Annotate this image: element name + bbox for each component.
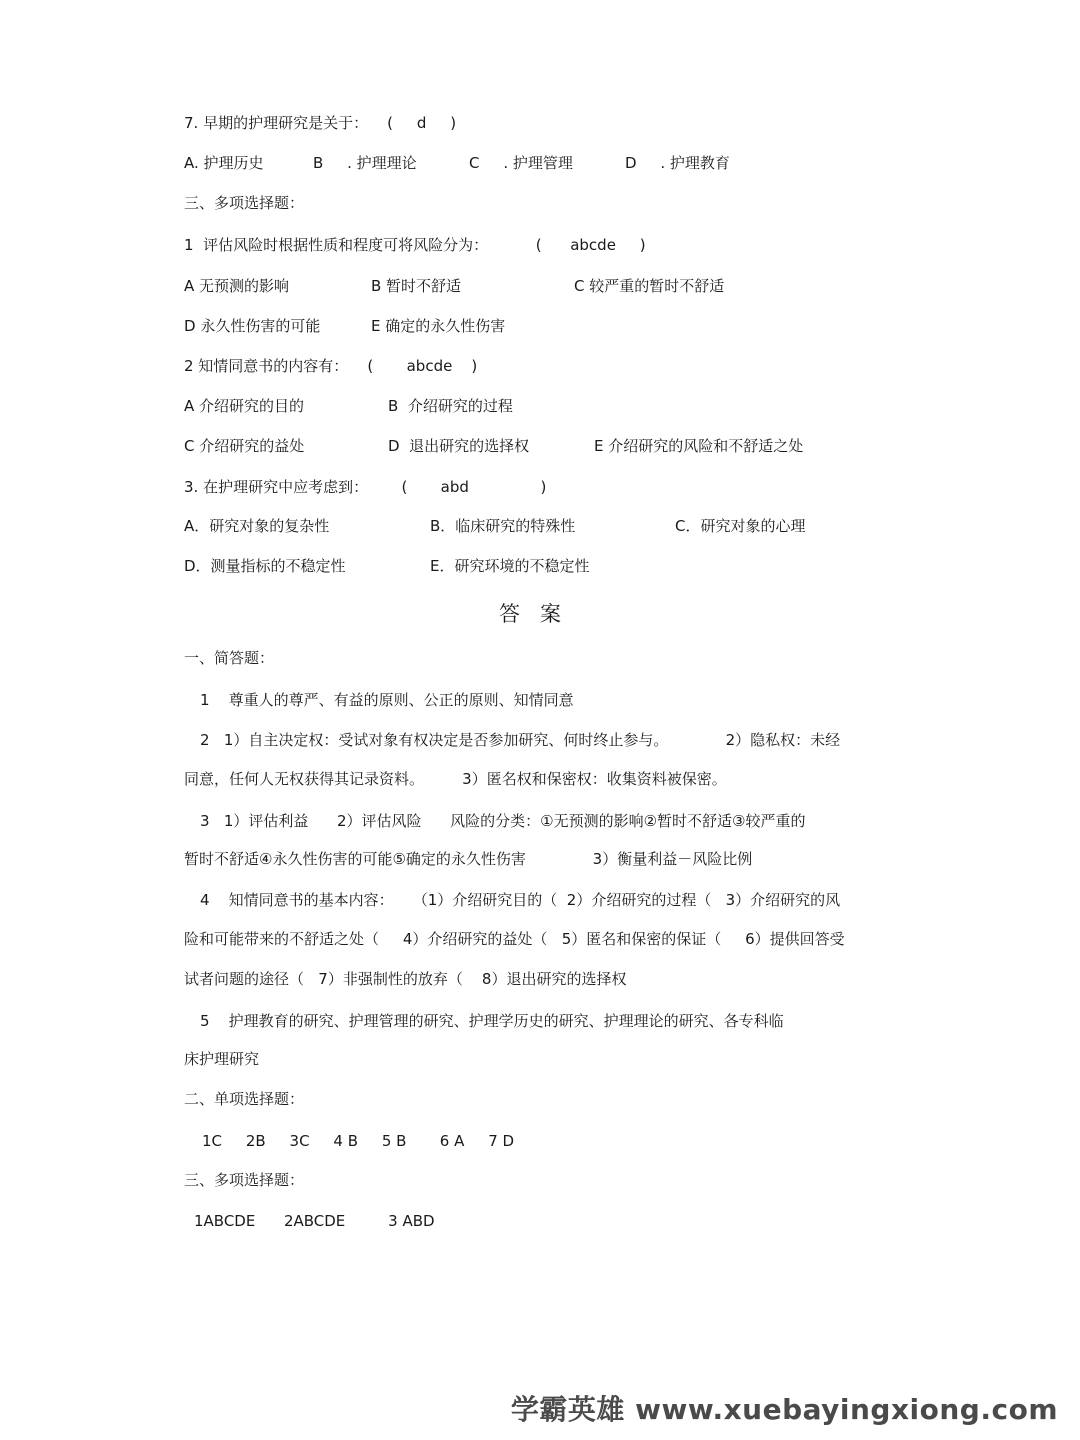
q7-option-a: A. 护理历史	[184, 154, 264, 172]
q7-option-d: D . 护理教育	[625, 154, 730, 172]
m3-option-b: B．临床研究的特殊性	[430, 517, 576, 535]
multi-question-3-stem: 3. 在护理研究中应考虑到： ( abd )	[184, 478, 547, 496]
m3-option-c: C．研究对象的心理	[675, 517, 806, 535]
m2-option-d: D 退出研究的选择权	[388, 437, 530, 455]
q7-option-b: B . 护理理论	[313, 154, 417, 172]
answers-section-3-title: 三、多项选择题：	[184, 1171, 305, 1189]
m2-option-b: B 介绍研究的过程	[388, 397, 513, 415]
m1-option-b: B 暂时不舒适	[371, 277, 462, 295]
m3-option-a: A．研究对象的复杂性	[184, 517, 330, 535]
m2-option-c: C 介绍研究的益处	[184, 437, 305, 455]
answers-section-2-title: 二、单项选择题：	[184, 1090, 305, 1108]
answers-section-1-title: 一、简答题：	[184, 649, 275, 667]
m3-option-e: E．研究环境的不稳定性	[430, 557, 590, 575]
section-3-title: 三、多项选择题：	[184, 194, 305, 212]
m1-option-c: C 较严重的暂时不舒适	[574, 277, 725, 295]
q7-option-c: C . 护理管理	[469, 154, 573, 172]
question-7-stem: 7. 早期的护理研究是关于： ( d )	[184, 114, 457, 132]
answer-4-line-1: 4 知情同意书的基本内容： （1）介绍研究目的（ 2）介绍研究的过程（ 3）介绍研究的风	[200, 891, 841, 909]
multi-question-2-stem: 2 知情同意书的内容有： ( abcde )	[184, 357, 478, 375]
m1-option-e: E 确定的永久性伤害	[371, 317, 506, 335]
answer-3-line-1: 3 1）评估利益 2）评估风险 风险的分类：①无预测的影响②暂时不舒适③较严重的	[200, 812, 806, 830]
answer-4-line-3: 试者问题的途径（ 7）非强制性的放弃（ 8）退出研究的选择权	[184, 970, 627, 988]
answer-5-line-1: 5 护理教育的研究、护理管理的研究、护理学历史的研究、护理理论的研究、各专科临	[200, 1012, 784, 1030]
answer-3-line-2: 暂时不舒适④永久性伤害的可能⑤确定的永久性伤害 3）衡量利益－风险比例	[184, 850, 753, 868]
single-choice-answers: 1C 2B 3C 4 B 5 B 6 A 7 D	[202, 1132, 515, 1150]
answer-2-line-1: 2 1）自主决定权：受试对象有权决定是否参加研究、何时终止参与。 2）隐私权：未经	[200, 731, 841, 749]
answer-2-line-2: 同意，任何人无权获得其记录资料。 3）匿名权和保密权：收集资料被保密。	[184, 770, 727, 788]
m3-option-d: D．测量指标的不稳定性	[184, 557, 346, 575]
multi-question-1-stem: 1 评估风险时根据性质和程度可将风险分为： ( abcde )	[184, 236, 646, 254]
m1-option-a: A 无预测的影响	[184, 277, 290, 295]
m2-option-e: E 介绍研究的风险和不舒适之处	[594, 437, 804, 455]
multi-choice-answers: 1ABCDE 2ABCDE 3 ABD	[194, 1212, 435, 1230]
answer-1: 1 尊重人的尊严、有益的原则、公正的原则、知情同意	[200, 691, 574, 709]
answer-5-line-2: 床护理研究	[184, 1050, 260, 1068]
answer-heading: 答案	[499, 602, 581, 626]
m1-option-d: D 永久性伤害的可能	[184, 317, 321, 335]
answer-4-line-2: 险和可能带来的不舒适之处（ 4）介绍研究的益处（ 5）匿名和保密的保证（ 6）提供回答受	[184, 930, 845, 948]
m2-option-a: A 介绍研究的目的	[184, 397, 305, 415]
watermark: 学霸英雄 www.xuebayingxiong.com	[510, 1393, 1058, 1426]
